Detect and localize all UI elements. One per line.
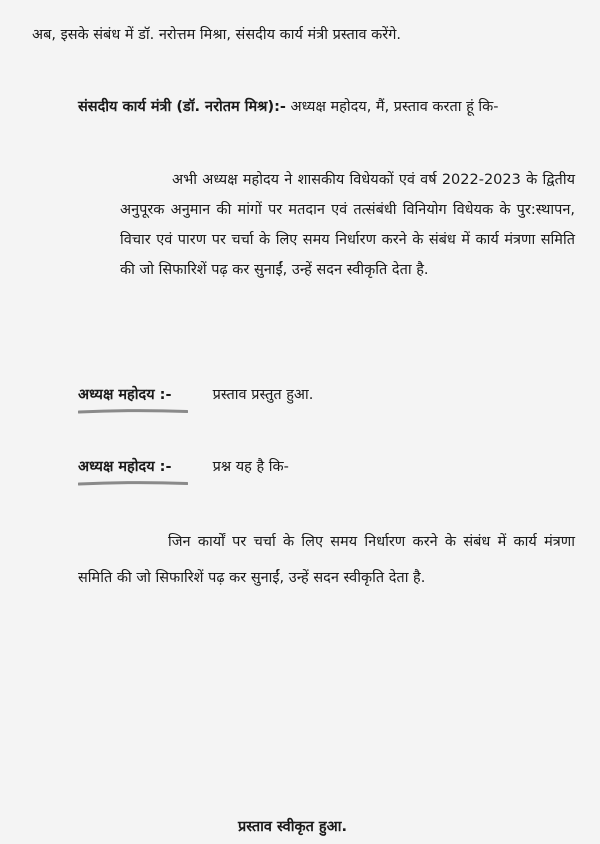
mover-speaker: संसदीय कार्य मंत्री (डॉ. नरोतम मिश्र):- (78, 99, 286, 115)
mover-text: अध्यक्ष महोदय, मैं, प्रस्ताव करता हूं कि- (290, 99, 499, 115)
intro-line: अब, इसके संबंध में डॉ. नरोत्तम मिश्रा, संसदीय कार्य मंत्री प्रस्ताव करेंगे. (32, 27, 402, 43)
question-paragraph: जिन कार्यों पर चर्चा के लिए समय निर्धारण करने के संबंध में कार्य मंत्रणा समिति की जो सिफारिशें पढ़ कर सुनाईं, उन्हें सदन स्वीकृति देता है. (78, 534, 575, 586)
speaker-text-2: प्रश्न यह है कि- (212, 459, 289, 475)
mover-line (78, 96, 499, 116)
result-line: प्रस्ताव स्वीकृत हुआ. (238, 819, 347, 835)
speaker-underline-2 (78, 481, 188, 486)
speaker-underline-1 (78, 409, 188, 414)
speaker-row-1 (78, 384, 313, 404)
speaker-name-1: अध्यक्ष महोदय :- (78, 387, 172, 403)
motion-paragraph: अभी अध्यक्ष महोदय ने शासकीय विधेयकों एवं वर्ष 2022-2023 के द्वितीय अनुपूरक अनुमान की मांगों पर मतदान एवं तत्संबंधी विनियोग विधेयक के पुर:स्थापन, विचार एवं पारण पर चर्चा के लिए समय निर्धारण करने के संबंध में कार्य मंत्रणा समिति की जो सिफारिशें पढ़ कर सुनाईं, उन्हें सदन स्वीकृति देता है. (120, 172, 575, 278)
speaker-row-2 (78, 456, 289, 476)
speaker-label-1 (78, 384, 208, 404)
speaker-label-2 (78, 456, 208, 476)
speaker-name-2: अध्यक्ष महोदय :- (78, 459, 172, 475)
speaker-text-1: प्रस्ताव प्रस्तुत हुआ. (212, 387, 314, 403)
